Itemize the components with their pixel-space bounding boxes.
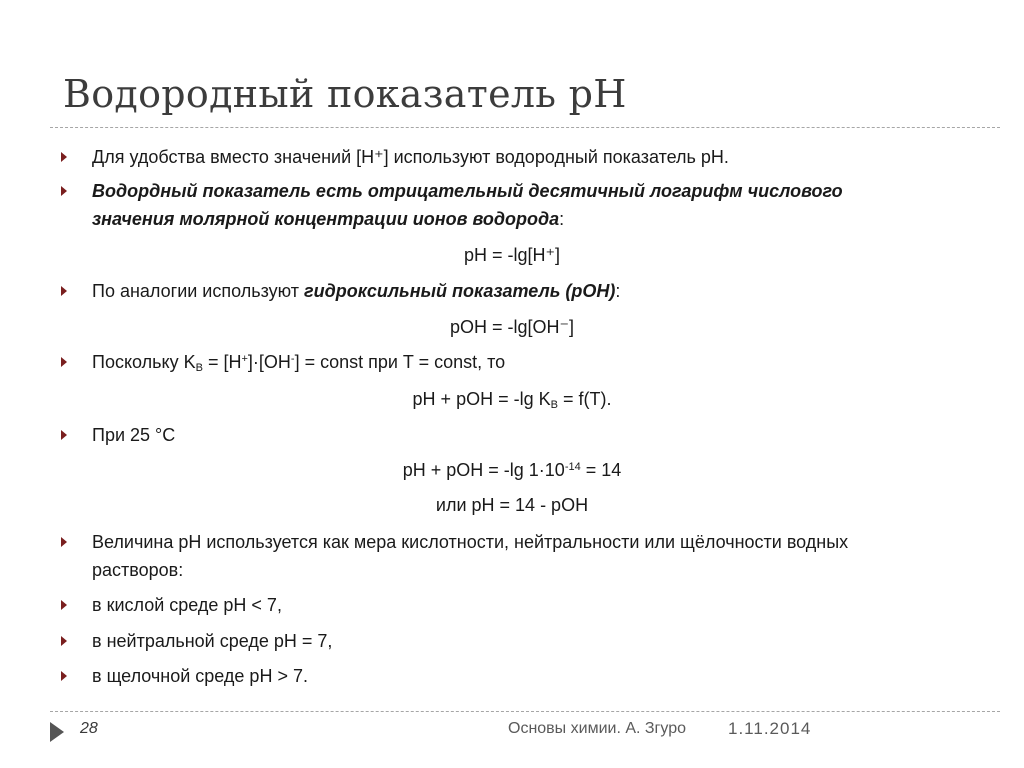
footer-course: Основы химии. А. Згуро xyxy=(508,720,687,737)
triangle-bullet-icon xyxy=(61,537,67,547)
eq3-text-b: = f(T). xyxy=(557,389,612,409)
bullet-text-6-cont: растворов: xyxy=(92,560,184,580)
bullet-text-3-tail: : xyxy=(615,281,621,301)
kb-text-c: ]·[OH xyxy=(247,352,291,372)
equation-sum-14 xyxy=(0,456,1024,484)
kb-text-d: ] = const при T = const, то xyxy=(294,352,506,372)
kb-text-b: = [H xyxy=(202,352,242,372)
bullet-text-3-prefix: По аналогии используют xyxy=(92,281,305,301)
title-divider xyxy=(50,127,1000,128)
triangle-bullet-icon xyxy=(61,286,67,296)
equation-sum-kb xyxy=(0,385,1024,413)
bullet-text-8: в нейтральной среде рН = 7, xyxy=(92,631,333,651)
ph-definition-line1: Водордный показатель есть отрицательный десятичный логарифм числового xyxy=(92,181,843,201)
footer-date: 1.11.2014 xyxy=(728,719,812,738)
bullet-text-9: в щелочной среде рН > 7. xyxy=(92,666,308,686)
triangle-bullet-icon xyxy=(61,671,67,681)
triangle-bullet-icon xyxy=(61,636,67,646)
equation-ph: рН = -lg[H⁺] xyxy=(463,245,561,265)
ph-definition-tail: : xyxy=(559,209,565,229)
h-charge: + xyxy=(241,353,248,365)
bullet-text-3 xyxy=(92,277,620,305)
kb-text-a: Поскольку K xyxy=(92,352,196,372)
triangle-bullet-icon xyxy=(61,152,67,162)
bullet-text-6: Величина рН используется как мера кислотности, нейтральности или щёлочности водных xyxy=(92,532,849,552)
page-number: 28 xyxy=(80,720,98,737)
equation-ph-14: или рН = 14 - рОН xyxy=(435,495,589,515)
slide-title: Водородный показатель рН xyxy=(63,72,627,116)
triangle-bullet-icon xyxy=(61,186,67,196)
poh-term: гидроксильный показатель (рОН) xyxy=(304,281,616,301)
bullet-text-4 xyxy=(92,348,505,376)
eq4-text-a: рН + рОН = -lg 1·10 xyxy=(402,460,565,480)
triangle-bullet-icon xyxy=(61,600,67,610)
triangle-bullet-icon xyxy=(61,357,67,367)
ph-definition-line2: значения молярной концентрации ионов водорода xyxy=(92,209,560,229)
play-arrow-icon xyxy=(50,722,64,742)
eq3-text-a: рН + рОН = -lg K xyxy=(412,389,551,409)
triangle-bullet-icon xyxy=(61,430,67,440)
oh-charge: - xyxy=(290,353,295,365)
bullet-text-7: в кислой среде рН < 7, xyxy=(92,595,282,615)
bullet-text-1: Для удобства вместо значений [H⁺] используют водородный показатель рН. xyxy=(92,147,729,167)
eq4-exponent: -14 xyxy=(564,461,581,473)
eq4-text-b: = 14 xyxy=(580,460,622,480)
bullet-text-2-cont xyxy=(92,205,564,233)
kb-subscript: B xyxy=(195,362,203,374)
equation-poh: рОН = -lg[OH⁻] xyxy=(449,317,575,337)
footer-divider xyxy=(50,711,1000,712)
bullet-text-2 xyxy=(92,177,843,205)
eq3-subscript: B xyxy=(550,399,558,411)
bullet-text-5: При 25 °С xyxy=(92,425,176,445)
